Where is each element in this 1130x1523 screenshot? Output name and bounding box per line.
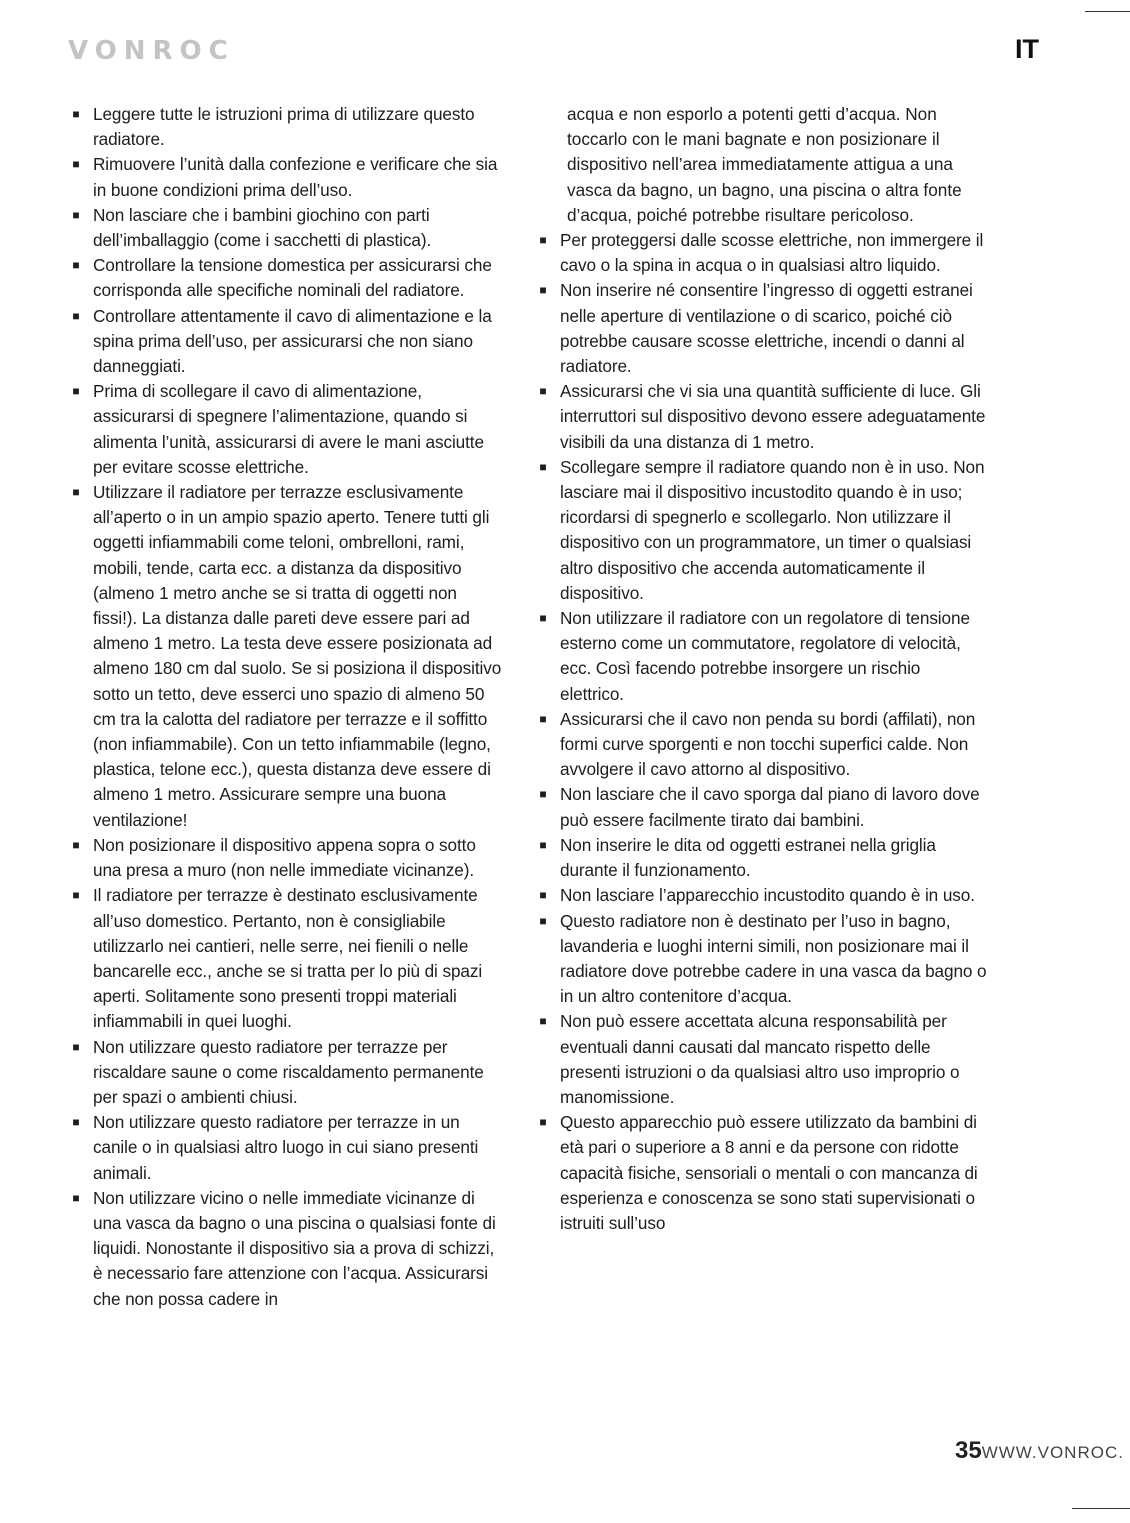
bullet: ■ — [539, 787, 547, 802]
bullet: ■ — [72, 157, 80, 172]
continued-text: acqua e non esporlo a potenti getti d’acqua. Non toccarlo con le mani bagnate e non posizionare il dispositivo nell’area immediatamente attigua a una vasca da bagno, un bagno, una piscina o altra fonte d’acqua, poiché potrebbe risultare pericoloso. — [567, 104, 962, 225]
list-item: ■ Non lasciare che il cavo sporga dal piano di lavoro dove può essere facilmente tirato dai bambini. — [537, 782, 987, 832]
list-item: ■ Non utilizzare questo radiatore per terrazze in un canile o in qualsiasi altro luogo in cui siano presenti animali. — [70, 1110, 502, 1186]
list-item: ■ Questo apparecchio può essere utilizzato da bambini di età pari o superiore a 8 anni e da persone con ridotte capacità fisiche, sensoriali o mentali o con mancanza di esperienza e conoscenza se sono stati supervisionati o istruiti sull’uso — [537, 1110, 987, 1236]
list-item: ■ Prima di scollegare il cavo di alimentazione, assicurarsi di spegnere l’alimentazione, quando si alimenta l’unità, assicurarsi di avere le mani asciutte per evitare scosse elettriche. — [70, 379, 502, 480]
list-item: ■ Questo radiatore non è destinato per l’uso in bagno, lavanderia e luoghi interni simili, non posizionare mai il radiatore dove potrebbe cadere in una vasca da bagno o in un altro contenitore d’acqua. — [537, 909, 987, 1010]
bullet: ■ — [72, 308, 80, 323]
bullet: ■ — [72, 1190, 80, 1205]
bullet: ■ — [539, 888, 547, 903]
bullet: ■ — [72, 1115, 80, 1130]
list-item: ■ Non lasciare l’apparecchio incustodito quando è in uso. — [537, 883, 987, 908]
list-item: ■ Il radiatore per terrazze è destinato esclusivamente all’uso domestico. Pertanto, non è consigliabile utilizzarlo nei cantieri, nelle serre, nei fienili o nelle bancarelle ecc., anche se si tratta per lo più di spazi aperti. Solitamente sono presenti troppi materiali infiammabili in quei luoghi. — [70, 883, 502, 1034]
bullet: ■ — [72, 485, 80, 500]
list-item: ■ Assicurarsi che il cavo non penda su bordi (affilati), non formi curve sporgenti e non tocchi superfici calde. Non avvolgere il cavo attorno al dispositivo. — [537, 707, 987, 783]
bullet: ■ — [539, 384, 547, 399]
website-link[interactable]: WWW.VONROC. — [981, 1443, 1124, 1462]
bullet: ■ — [539, 711, 547, 726]
list-item: ■ Non inserire né consentire l’ingresso di oggetti estranei nelle aperture di ventilazione o di scarico, poiché ciò potrebbe causare scosse elettriche, incendi o danni al radiatore. — [537, 278, 987, 379]
list-item: ■ Non utilizzare vicino o nelle immediate vicinanze di una vasca da bagno o una piscina o qualsiasi fonte di liquidi. Nonostante il dispositivo sia a prova di schizzi, è necessario fare attenzione con l’acqua. Assicurarsi che non possa cadere in — [70, 1186, 502, 1312]
list-item: ■ Assicurarsi che vi sia una quantità sufficiente di luce. Gli interruttori sul dispositivo devono essere adeguatamente visibili da una distanza di 1 metro. — [537, 379, 987, 455]
bullet: ■ — [539, 459, 547, 474]
bullet: ■ — [539, 913, 547, 928]
bullet: ■ — [72, 1039, 80, 1054]
bullet: ■ — [72, 888, 80, 903]
brand-logo: VONROC — [68, 36, 235, 66]
left-column — [70, 102, 502, 1312]
bullet: ■ — [72, 258, 80, 273]
list-item: ■ Non utilizzare il radiatore con un regolatore di tensione esterno come un commutatore, regolatore di velocità, ecc. Così facendo potrebbe insorgere un rischio elettrico. — [537, 606, 987, 707]
page-number: 35 — [955, 1437, 982, 1464]
list-item: ■ Non può essere accettata alcuna responsabilità per eventuali danni causati dal mancato rispetto delle presenti istruzioni o da qualsiasi altro uso improprio o manomissione. — [537, 1009, 987, 1110]
language-label: IT — [1015, 34, 1039, 64]
list-item: ■ Non posizionare il dispositivo appena sopra o sotto una presa a muro (non nelle immediate vicinanze). — [70, 833, 502, 883]
page-footer — [955, 1437, 1124, 1465]
list-item: ■ Rimuovere l’unità dalla confezione e verificare che sia in buone condizioni prima dell’uso. — [70, 152, 502, 202]
list-item: ■ Leggere tutte le istruzioni prima di utilizzare questo radiatore. — [70, 102, 502, 152]
list-item: ■ Non utilizzare questo radiatore per terrazze per riscaldare saune o come riscaldamento permanente per spazi o ambienti chiusi. — [70, 1035, 502, 1111]
bullet: ■ — [72, 384, 80, 399]
bullet: ■ — [72, 837, 80, 852]
list-item: ■ Per proteggersi dalle scosse elettriche, non immergere il cavo o la spina in acqua o in qualsiasi altro liquido. — [537, 228, 987, 278]
top-rule — [1085, 11, 1130, 12]
list-item: ■ Controllare attentamente il cavo di alimentazione e la spina prima dell’uso, per assicurarsi che non siano danneggiati. — [70, 304, 502, 380]
bullet: ■ — [539, 233, 547, 248]
bullet: ■ — [72, 107, 80, 121]
bullet: ■ — [539, 611, 547, 626]
bullet: ■ — [539, 1014, 547, 1029]
list-item: ■ Scollegare sempre il radiatore quando non è in uso. Non lasciare mai il dispositivo incustodito quando è in uso; ricordarsi di spegnerlo e scollegarlo. Non utilizzare il dispositivo con un programmatore, un timer o qualsiasi altro dispositivo che accenda automaticamente il dispositivo. — [537, 455, 987, 606]
list-item: ■ Controllare la tensione domestica per assicurarsi che corrisponda alle specifiche nominali del radiatore. — [70, 253, 502, 303]
list-item: ■ Non lasciare che i bambini giochino con parti dell’imballaggio (come i sacchetti di plastica). — [70, 203, 502, 253]
bullet: ■ — [539, 1115, 547, 1130]
bullet: ■ — [539, 283, 547, 298]
bottom-rule — [1072, 1508, 1130, 1509]
bullet: ■ — [72, 207, 80, 222]
list-item: ■ Utilizzare il radiatore per terrazze esclusivamente all’aperto o in un ampio spazio aperto. Tenere tutti gli oggetti infiammabili come teloni, ombrelloni, rami, mobili, tende, carta ecc. a distanza da dispositivo (almeno 1 metro anche se si tratta di oggetti non fissi!). La distanza dalle pareti deve essere pari ad almeno 1 metro. La testa deve essere posizionata ad almeno 180 cm dal suolo. Se si posiziona il dispositivo sotto un tetto, deve esserci uno spazio di almeno 50 cm tra la calotta del radiatore per terrazze e il soffitto (non infiammabile). Con un tetto infiammabile (legno, plastica, telone ecc.), questa distanza deve essere di almeno 1 metro. Assicurare sempre una buona ventilazione! — [70, 480, 502, 833]
bullet: ■ — [539, 837, 547, 852]
list-item: ■ Non inserire le dita od oggetti estranei nella griglia durante il funzionamento. — [537, 833, 987, 883]
right-column — [537, 102, 987, 1236]
